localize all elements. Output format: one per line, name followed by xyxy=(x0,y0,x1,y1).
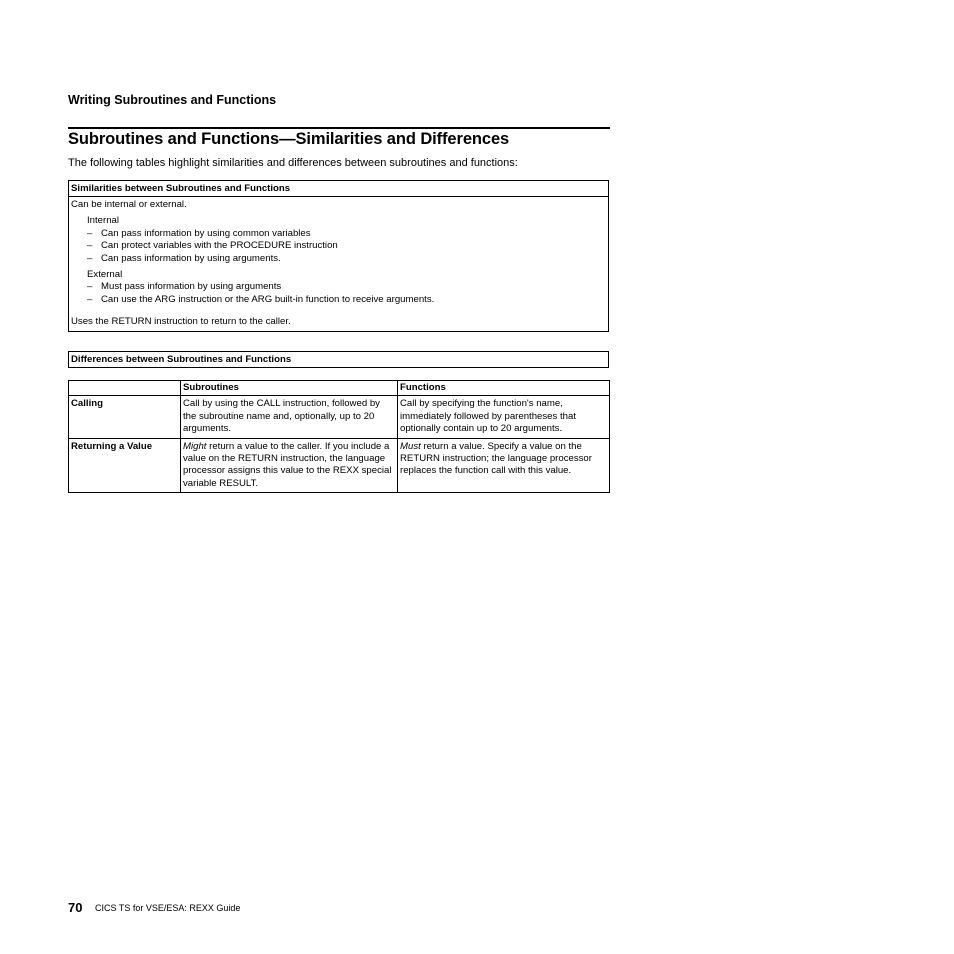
list-item-text: Must pass information by using arguments xyxy=(101,281,282,293)
emphasis-must: Must xyxy=(400,440,421,452)
intro-paragraph: The following tables highlight similarities and differences between subroutines and functions: xyxy=(68,157,518,169)
similarities-table xyxy=(68,180,609,332)
column-header-subroutines: Subroutines xyxy=(181,381,398,396)
dash-bullet: – xyxy=(87,252,93,264)
list-item xyxy=(87,240,606,252)
differences-heading: Differences between Subroutines and Functions xyxy=(71,354,292,365)
cell-subroutines-calling: Call by using the CALL instruction, followed by the subroutine name and, optionally, up to 20 arguments. xyxy=(181,396,398,438)
dash-bullet: – xyxy=(87,293,93,305)
differences-heading-box xyxy=(68,351,609,368)
cell-functions-calling: Call by specifying the function's name, immediately followed by parentheses that optionally contain up to 20 arguments. xyxy=(398,396,610,438)
row-label-returning: Returning a Value xyxy=(69,438,181,493)
similarities-last-line: Uses the RETURN instruction to return to the caller. xyxy=(71,316,291,328)
list-item xyxy=(87,294,606,306)
section-rule xyxy=(68,127,610,129)
list-item-text: Can pass information by using common variables xyxy=(101,227,311,239)
cell-text: return a value to the caller. If you include a value on the RETURN instruction, the language processor assigns this value to the REXX special variable RESULT. xyxy=(183,440,392,489)
list-item-text: Can pass information by using arguments. xyxy=(101,252,281,264)
list-item-text: Can use the ARG instruction or the ARG built-in function to receive arguments. xyxy=(101,293,435,305)
external-group xyxy=(71,269,606,306)
similarities-heading: Similarities between Subroutines and Functions xyxy=(69,181,608,197)
book-title: CICS TS for VSE/ESA: REXX Guide xyxy=(95,903,241,913)
section-title: Subroutines and Functions—Similarities and Differences xyxy=(68,130,510,148)
running-head: Writing Subroutines and Functions xyxy=(68,93,277,107)
row-label-calling: Calling xyxy=(69,396,181,438)
table-row xyxy=(69,438,610,493)
external-label: External xyxy=(87,269,123,281)
list-item xyxy=(87,228,606,240)
table-row xyxy=(69,396,610,438)
column-header-functions: Functions xyxy=(398,381,610,396)
internal-group xyxy=(71,215,606,265)
similarities-line1: Can be internal or external. xyxy=(71,199,187,210)
cell-subroutines-returning xyxy=(181,438,398,493)
list-item xyxy=(87,281,606,293)
dash-bullet: – xyxy=(87,227,93,239)
similarities-body xyxy=(69,197,608,332)
list-item-text: Can protect variables with the PROCEDURE instruction xyxy=(101,240,338,252)
cell-functions-returning xyxy=(398,438,610,493)
column-header-empty xyxy=(69,381,181,396)
table-header-row xyxy=(69,381,610,396)
dash-bullet: – xyxy=(87,281,93,293)
emphasis-might: Might xyxy=(183,440,207,452)
page-number: 70 xyxy=(68,900,83,915)
cell-text: return a value. Specify a value on the RETURN instruction; the language processor replaces the function call with this value. xyxy=(400,440,592,477)
list-item xyxy=(87,253,606,265)
dash-bullet: – xyxy=(87,240,93,252)
internal-label: Internal xyxy=(87,215,119,227)
differences-table xyxy=(68,380,610,493)
